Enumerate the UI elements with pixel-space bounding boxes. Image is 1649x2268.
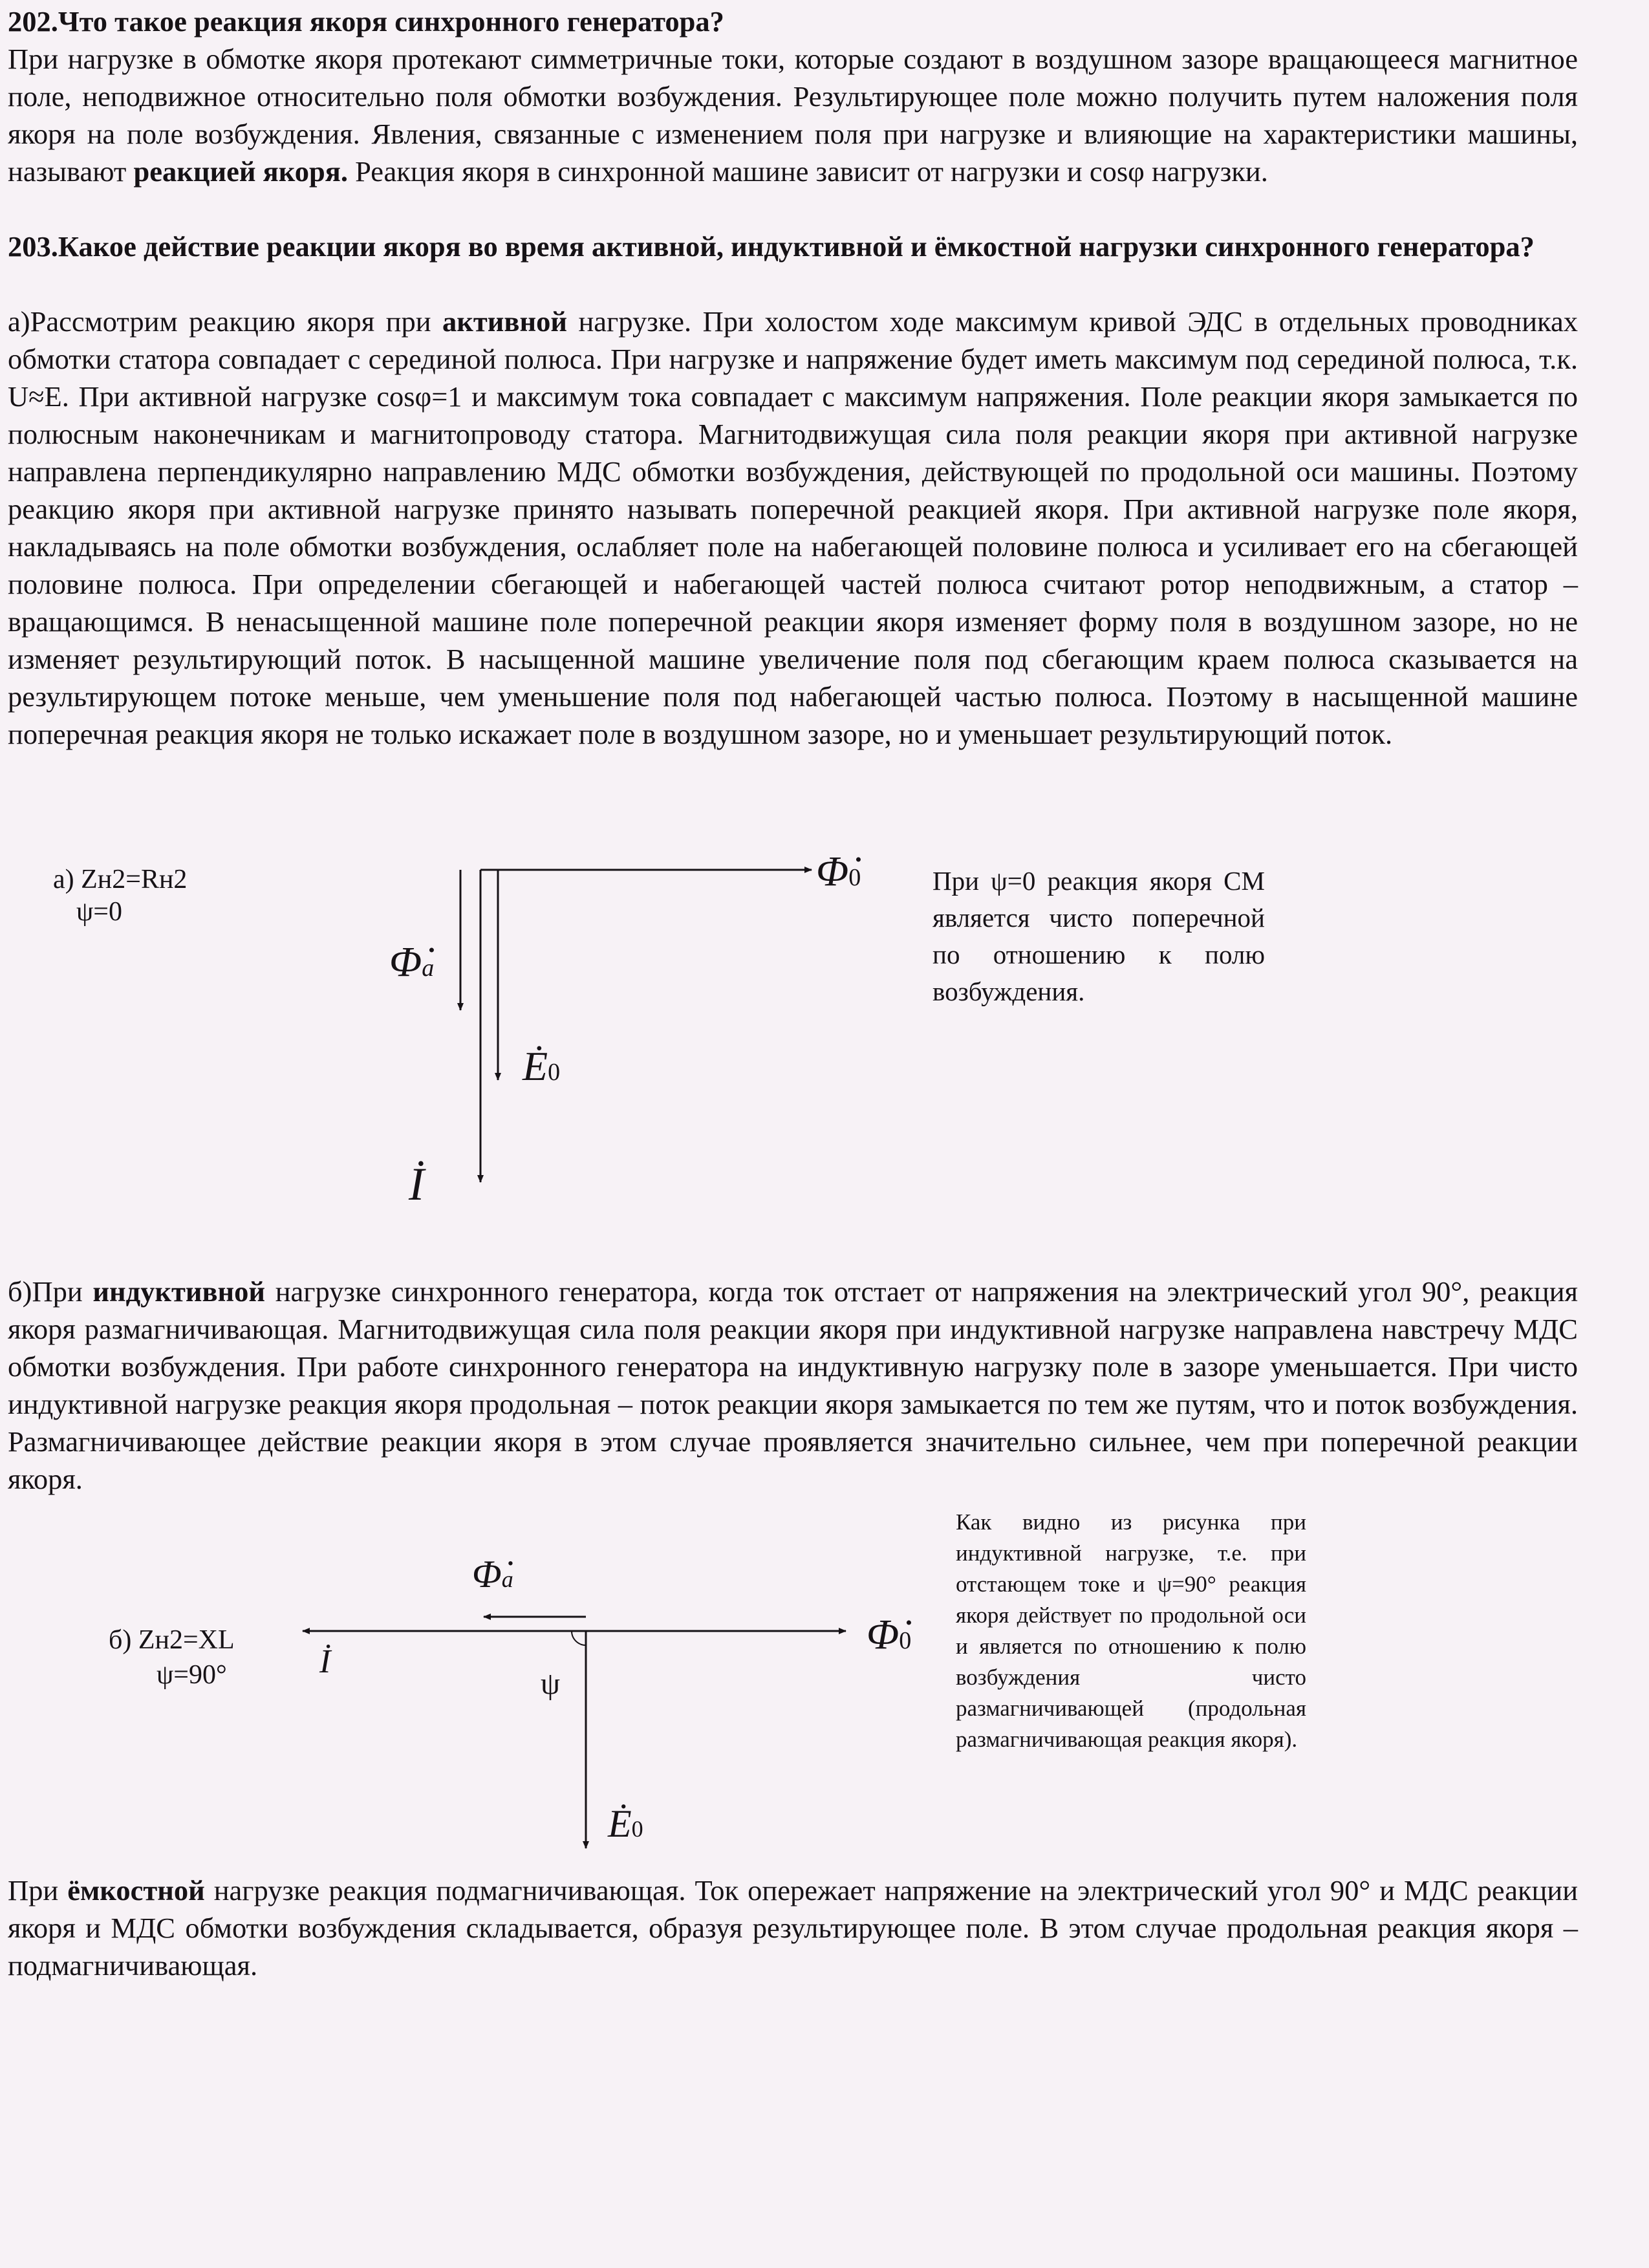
- q202-body-text-2: Реакция якоря в синхронной машине зависит от нагрузки и cosφ нагрузки.: [347, 155, 1268, 188]
- diagram-b-load-label: б) Zн2=XL: [109, 1625, 235, 1655]
- q203-a-text-2: нагрузке. При холостом ходе максимум кривой ЭДС в отдельных проводниках обмотки статора совпадает с серединой полюса. При нагрузке и напряжение будет иметь максимум под серединой полюса, т.к. U≈E. При активной нагрузке cosφ=1 и максимум тока совпадает с максимум напряжения. Поле реакции якоря замыкается по полюсным наконечникам и магнитопроводу статора. Магнитодвижущая сила поля реакции якоря при активной нагрузке направлена перпендикулярно направлению МДС обмотки возбуждения, действующей по продольной оси машины. Поэтому реакцию якоря при активной нагрузке принято называть поперечной реакцией якоря. При активной нагрузке поле якоря, накладываясь на поле обмотки возбуждения, ослабляет поле на набегающей половине полюса и усиливает его на сбегающей половине полюса. При определении сбегающей и набегающей частей полюса считают ротор неподвижным, а статор – вращающимся. В ненасыщенной машине поле поперечной реакции якоря изменяет форму поля в воздушном зазоре, но не изменяет результирующий поток. В насыщенной машине увеличение поля под сбегающим краем полюса сказывается на результирующем потоке меньше, чем уменьшение поля под набегающей частью полюса. Поэтому в насыщенной машине поперечная реакция якоря не только искажает поле в воздушном зазоре, но и уменьшает результирующий поток.: [8, 305, 1579, 750]
- q203-b-bold: индуктивной: [92, 1275, 266, 1308]
- q203-c-text-2: нагрузке реакция подмагничивающая. Ток опережает напряжение на электрический угол 90° и МДС реакции якоря и МДС обмотки возбуждения складывается, образуя результирующее поле. В этом случае продольная реакция якоря – подмагничивающая.: [8, 1874, 1579, 1982]
- q203-c-bold: ёмкостной: [67, 1874, 205, 1906]
- diagram-b-e0-label: Ė0: [608, 1802, 643, 1845]
- diagram-b-angle-arc: [572, 1631, 586, 1645]
- q203-part-c: [8, 1872, 1578, 1984]
- q203-heading: 203.Какое действие реакции якоря во время активной, индуктивной и ёмкостной нагрузки синхронного генератора?: [8, 230, 1535, 263]
- diagram-a-phia-label: Φ̇a: [389, 938, 435, 986]
- diagram-b-i-label: İ: [319, 1643, 331, 1680]
- diagram-a-psi-label: ψ=0: [76, 897, 122, 927]
- diagram-a-i-label: İ: [409, 1158, 424, 1210]
- diagram-b-note: Как видно из рисунка при индуктивной нагрузке, т.е. при отстающем токе и ψ=90° реакция якоря действует по продольной оси и является по отношению к полю возбуждения чисто размагничивающей (продольная размагничивающая реакция якоря).: [956, 1509, 1306, 1752]
- diagram-b-phi0-label: Φ̇0: [867, 1611, 912, 1658]
- diagram-a-load-label: а) Zн2=Rн2: [53, 865, 188, 894]
- q202-heading: 202.Что такое реакция якоря синхронного генератора?: [8, 5, 724, 38]
- diagram-b-psi-symbol: ψ: [541, 1667, 561, 1701]
- q202-body-bold: реакцией якоря.: [133, 155, 348, 188]
- diagram-a-phi0-label: Φ̇0: [816, 848, 861, 895]
- q202-body-text-1: При нагрузке в обмотке якоря протекают симметричные токи, которые создают в воздушном зазоре вращающееся магнитное поле, неподвижное относительно поля обмотки возбуждения. Результирующее поле можно получить путем наложения поля якоря на поле возбуждения. Явления, связанные с изменением поля при нагрузке и влияющие на характеристики машины, называют: [8, 43, 1578, 188]
- q203-c-text-1: При: [8, 1874, 68, 1906]
- q203-a-bold: активной: [442, 305, 567, 338]
- q203-a-text-1: а)Рассмотрим реакцию якоря при: [8, 305, 443, 338]
- diagram-b-phia-label: Φ̇a: [472, 1553, 513, 1595]
- q203-b-text-1: б)При: [8, 1275, 93, 1308]
- diagram-b-psi-label: ψ=90°: [156, 1660, 227, 1690]
- q203-b-text-2: нагрузке синхронного генератора, когда ток отстает от напряжения на электрический угол 90°, реакция якоря размагничивающая. Магнитодвижущая сила поля реакции якоря при индуктивной нагрузке направлена навстречу МДС обмотки возбуждения. При работе синхронного генератора на индуктивную нагрузку поле в зазоре уменьшается. При чисто индуктивной нагрузке реакция якоря продольная – поток реакции якоря замыкается по тем же путям, что и поток возбуждения. Размагничивающее действие реакции якоря в этом случае проявляется значительно сильнее, чем при поперечной реакции якоря.: [8, 1275, 1578, 1495]
- diagram-a-note: При ψ=0 реакция якоря СМ является чисто поперечной по отношению к полю возбуждения.: [932, 866, 1265, 1006]
- diagram-a-e0-label: Ė0: [523, 1043, 561, 1089]
